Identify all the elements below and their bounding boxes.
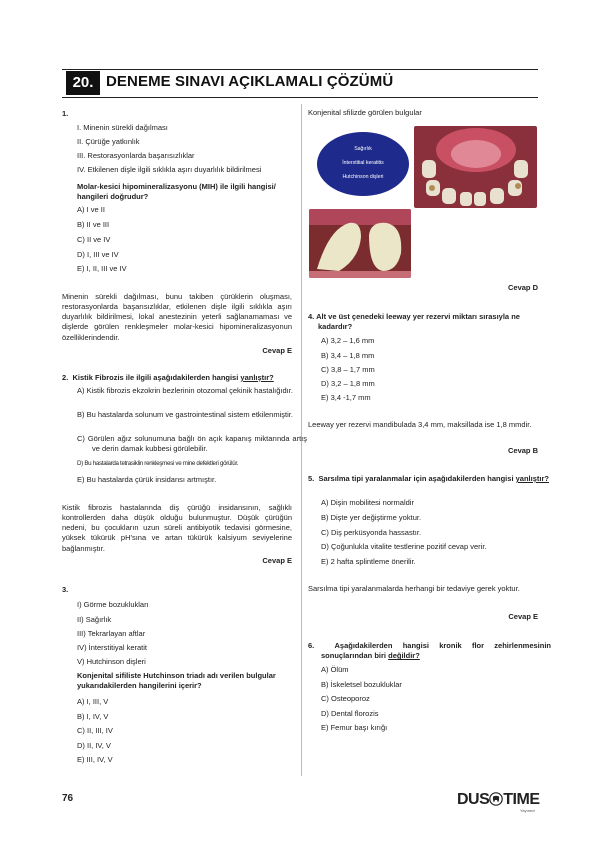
q2-explanation: Kistik fibrozis hastalarında diş çürüğü insidansının, sağlıklı kontrollerden daha düşük olduğu bulunmuştur. Düşük çürüğün nedeni, bu çocukların uzun süreli antibiyotik tedavisi görmesine, yüksek tükürük pH'sına ve artan tükürük kalsiyum seviyelerine bağlanmıştır. [62,503,292,553]
q1-option-b: B) II ve III [77,220,110,229]
q2-stem-negation: yanlıştır? [240,373,274,382]
q6-stem-negation: değildir? [388,651,420,661]
ellipse-item: Hutchinson dişleri [342,174,384,180]
q3-stem: Konjenital sifiliste Hutchinson triadı adı verilen bulgular yukarıdakilerden hangilerini içerir? [77,671,276,691]
q5-stem-negation: yanlıştır? [515,474,549,483]
q4-option-e: E) 3,4 -1,7 mm [321,393,371,402]
q2-answer: Cevap E [262,556,292,565]
q6-stem [308,641,551,661]
q1-option-d: D) I, III ve IV [77,250,119,259]
tooth-icon [489,791,503,805]
q6-stem-text: Aşağıdakilerden hangisi kronik flor zehirlenmesinin sonuçlarından biri [321,641,551,661]
header-rule-bottom [62,97,538,98]
q1-option-a: A) I ve II [77,205,105,214]
exam-number-badge: 20. [66,71,100,95]
q5-stem-text: Sarsılma tipi yaralanmalar için aşağıdakilerden hangisi [318,474,514,483]
q1-explanation: Minenin sürekli dağılması, bunu takiben çürüklerin oluşması, restorasyonlarda başarısızlıklar, etkilenen dişle ilgili sıklıkla aşırı duyarlılık bildirilmesi, lokal anestezinin yeterli sağlanamaması ve dişlerde görülen renkleşmeler molar-kesici hipomineralizasyonun özelliklerindendir. [62,292,292,342]
dental-photo-hutchinson [309,209,411,278]
q5-option-b: B) Dişte yer değiştirme yoktur. [321,513,422,522]
q2-option-d: D) Bu hastalarda tetrasiklin renkleşmesi ve mine defektleri görülür. [77,460,239,467]
q4-number: 4. [308,312,315,321]
dental-photo-upper [414,126,537,208]
q1-option-e: E) I, II, III ve IV [77,264,127,273]
page-title: DENEME SINAVI AÇIKLAMALI ÇÖZÜMÜ [106,73,394,90]
q5-option-e: E) 2 hafta splintleme önerilir. [321,557,416,566]
q5-option-d: D) Çoğunlukla vitalite testlerine pozitif cevap verir. [321,542,487,551]
q4-answer: Cevap B [507,446,538,455]
q1-stem: Molar-kesici hipomineralizasyonu (MIH) ile ilgili hangisi/ hangileri doğrudur? [77,182,276,202]
q3-item: III) Tekrarlayan aftlar [77,629,146,638]
q4-option-d: D) 3,2 – 1,8 mm [321,379,375,388]
q4-option-c: C) 3,8 – 1,7 mm [321,365,375,374]
q6-option-b: B) İskeletsel bozukluklar [321,680,402,689]
q3-item: V) Hutchinson dişleri [77,657,146,666]
q3-answer: Cevap D [507,283,538,292]
q3-number: 3. [62,585,69,594]
q3-option-e: E) III, IV, V [77,755,113,764]
logo-text-right: TIME [503,791,540,808]
q5-stem [308,474,551,484]
q4-stem [308,312,548,332]
q3-item: IV) İnterstitiyal keratit [77,643,148,652]
logo-tagline: Yayınevi [520,808,536,813]
header-rule-top [62,69,538,70]
q1-number: 1. [62,109,69,118]
q2-option-b: B) Bu hastalarda solunum ve gastrointestinal sistem etkilenmiştir. [77,410,293,419]
findings-ellipse [317,132,409,196]
logo-text-left: DUS [457,791,490,808]
q3-option-d: D) II, IV, V [77,741,111,750]
q3-item: I) Görme bozuklukları [77,600,149,609]
q6-option-e: E) Femur başı kırığı [321,723,388,732]
q2-stem-text: Kistik Fibrozis ile ilgili aşağıdakilerden hangisi [72,373,239,382]
q4-option-b: B) 3,4 – 1,8 mm [321,351,375,360]
q5-answer: Cevap E [508,612,538,621]
q3-item: II) Sağırlık [77,615,112,624]
q4-explanation: Leeway yer rezervi mandibulada 3,4 mm, maksillada ise 1,8 mmdir. [308,420,532,429]
q5-option-a: A) Dişin mobilitesi normaldir [321,498,414,507]
q5-number: 5. [308,474,315,483]
q2-stem [62,373,294,383]
q4-option-a: A) 3,2 – 1,6 mm [321,336,375,345]
q1-item: IV. Etkilenen dişle ilgili sıklıkla aşırı duyarlılık bildirilmesi [77,165,262,174]
q3-option-b: B) I, IV, V [77,712,109,721]
q2-option-c: C) Görülen ağız solunumuna bağlı ön açık kapanış miktarında artış ve derin damak kubbesi görülebilir. [77,434,307,454]
q5-option-c: C) Diş perküsyonda hassastır. [321,528,422,537]
q2-number: 2. [62,373,69,382]
q2-option-a: A) Kistik fibrozis ekzokrin bezlerinin otozomal çekinik hastalığıdır. [77,386,293,395]
ellipse-item: İnterstitial keratitis [342,160,384,166]
q3-explanation-intro: Konjenital sfilizde görülen bulgular [308,108,422,117]
q4-stem-text: Alt ve üst çenedeki leeway yer rezervi miktarı sırasıyla ne kadardır? [316,312,520,332]
page-number: 76 [62,793,74,804]
q6-option-d: D) Dental florozis [321,709,379,718]
q1-item: I. Minenin sürekli dağılması [77,123,168,132]
q6-option-a: A) Ölüm [321,665,349,674]
q3-option-c: C) II, III, IV [77,726,113,735]
q2-option-e: E) Bu hastalarda çürük insidansı artmıştır. [77,475,217,484]
q6-option-c: C) Osteoporoz [321,694,370,703]
q5-explanation: Sarsılma tipi yaralanmalarda herhangi bir tedaviye gerek yoktur. [308,584,520,593]
q3-option-a: A) I, III, V [77,697,109,706]
q1-option-c: C) II ve IV [77,235,111,244]
q1-item: III. Restorasyonlarda başarısızlıklar [77,151,195,160]
q6-number: 6. [308,641,315,650]
ellipse-item: Sağırlık [354,146,372,152]
q1-answer: Cevap E [262,346,292,355]
q1-item: II. Çürüğe yatkınlık [77,137,140,146]
